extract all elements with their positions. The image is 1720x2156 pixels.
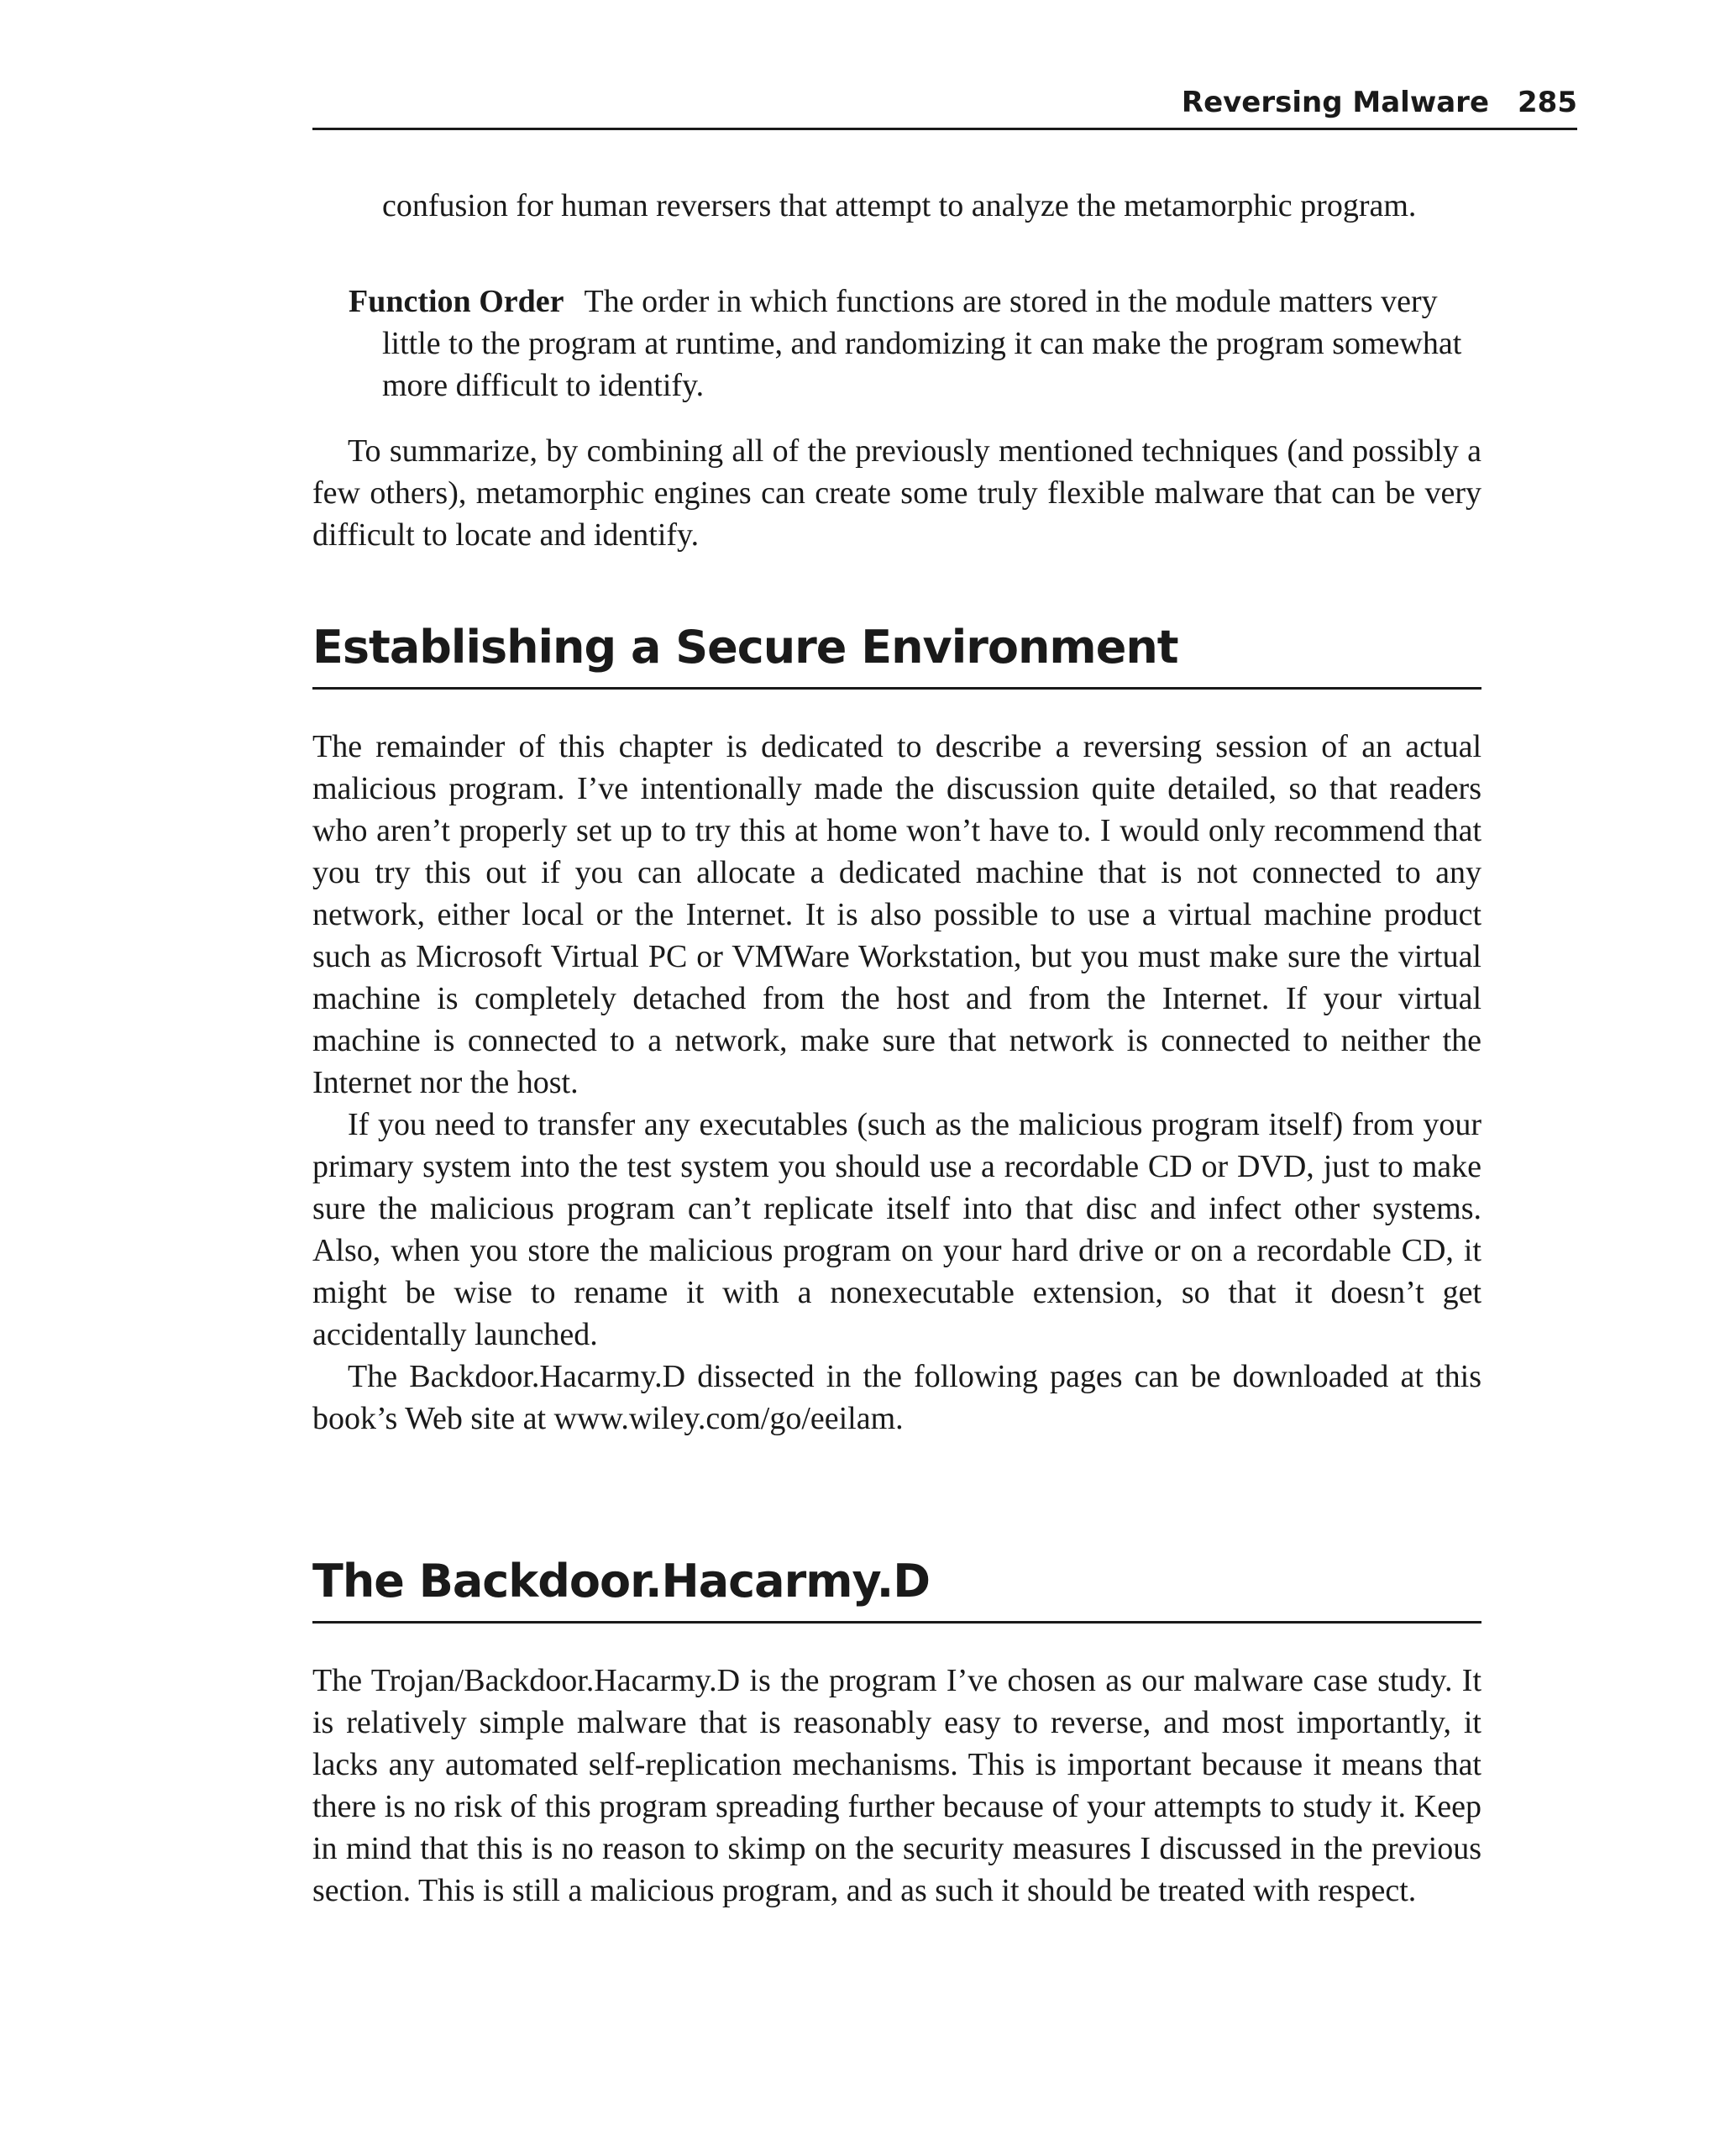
paragraph: The Backdoor.Hacarmy.D dissected in the following pages can be downloaded at this book’s Web site at www.wiley.com/go/eeilam.: [312, 1359, 1481, 1436]
function-order-entry: [349, 281, 1499, 407]
function-order-term: Function Order: [349, 284, 564, 319]
header-title: Reversing Malware: [1181, 86, 1490, 119]
paragraph: The remainder of this chapter is dedicated to describe a reversing session of an actual malicious program. I’ve intentionally made the discussion quite detailed, so that readers who aren’t properly set up to try this at home won’t have to. I would only recommend that you try this out if you can allocate a dedicated machine that is not connected to any network, either local or the Internet. It is also possible to use a virtual machine product such as Microsoft Virtual PC or VMWare Workstation, but you must make sure the virtual machine is completely detached from the host and from the Internet. If your virtual machine is connected to a network, make sure that network is connected to neither the Internet nor the host.: [312, 729, 1481, 1100]
section-body-secure-environment: [312, 726, 1481, 1440]
summary-paragraph: To summarize, by combining all of the previously mentioned techniques (and possibly a few others), metamorphic engines can create some truly flexible malware that can be very difficult to locate and identify.: [312, 433, 1481, 553]
continued-paragraph: confusion for human reversers that attempt to analyze the metamorphic program.: [382, 188, 1417, 223]
paragraph: If you need to transfer any executables (such as the malicious program itself) from your primary system into the test system you should use a recordable CD or DVD, just to make sure the malicious program can’t replicate itself into that disc and infect other systems. Also, when you store the malicious program on your hard drive or on a recordable CD, it might be wise to rename it with a nonexecutable extension, so that it doesn’t get accidentally launched.: [312, 1107, 1481, 1352]
running-header: [312, 81, 1577, 130]
paragraph: The Trojan/Backdoor.Hacarmy.D is the program I’ve chosen as our malware case study. It is relatively simple malware that is reasonably easy to reverse, and most importantly, it lacks any automated self-replication mechanisms. This is important because it means that there is no risk of this program spreading further because of your attempts to study it. Keep in mind that this is no reason to skimp on the security measures I discussed in the previous section. This is still a malicious program, and as such it should be treated with respect.: [312, 1663, 1481, 1908]
function-order-text: The order in which functions are stored in the module matters very little to the program at runtime, and randomizing it can make the program somewhat more difficult to identify.: [382, 284, 1462, 403]
section-heading-secure-environment: Establishing a Secure Environment: [312, 618, 1481, 690]
section-body-backdoor-hacarmy: [312, 1660, 1481, 1912]
section-heading-backdoor-hacarmy: The Backdoor.Hacarmy.D: [312, 1552, 1481, 1624]
page-number: 285: [1518, 86, 1577, 119]
